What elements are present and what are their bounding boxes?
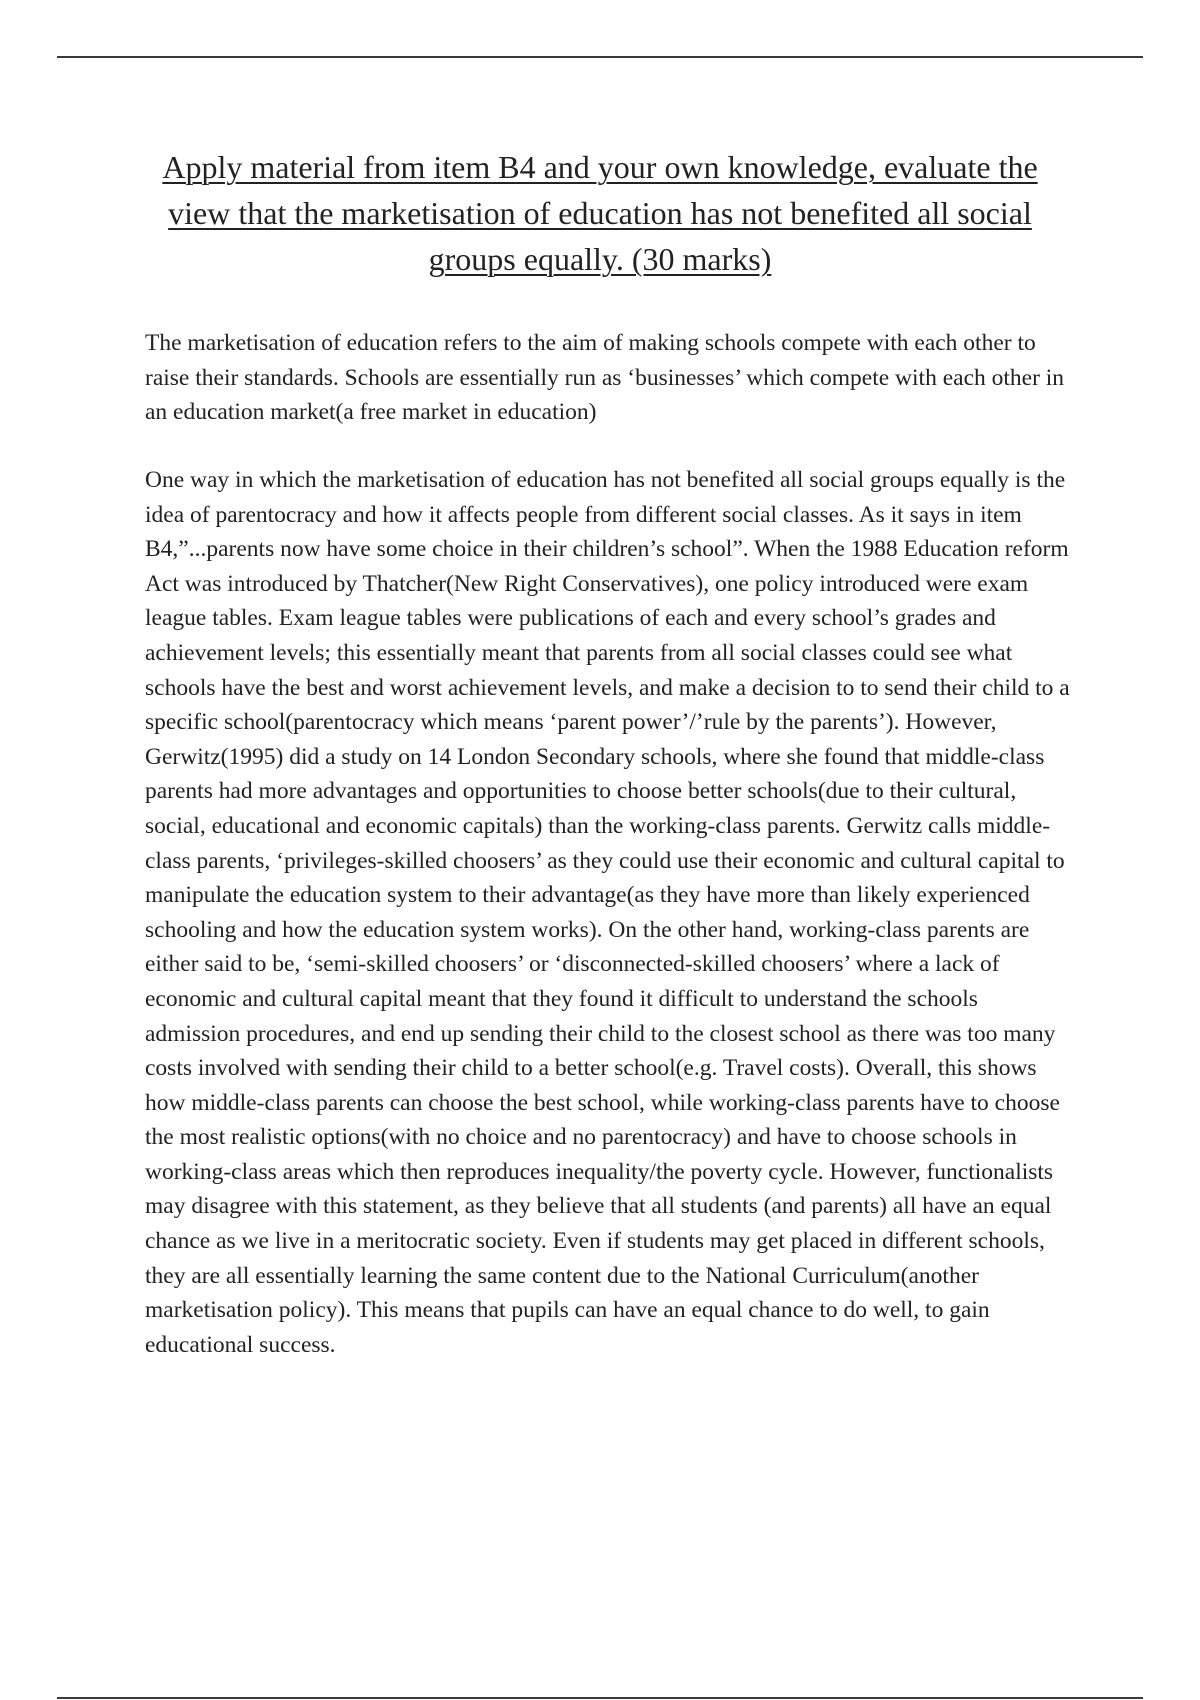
intro-paragraph: The marketisation of education refers to the aim of making schools compete with each other to raise their standards. Schools are essentially run as ‘businesses’ which compete with each other in an education market(a free market in education): [145, 330, 1065, 426]
bottom-divider: [57, 1697, 1143, 1699]
top-divider: [57, 56, 1143, 58]
essay-title: Apply material from item B4 and your own knowledge, evaluate the view that the marketisation of education has not benefited all social groups equally. (30 marks): [162, 149, 1038, 277]
body-paragraph: One way in which the marketisation of education has not benefited all social groups equally is the idea of parentocracy and how it affects people from different social classes. As it says in item B4,”...parents now have some choice in their children’s school”. When the 1988 Education reform Act was introduced by Thatcher(New Right Conservatives), one policy introduced were exam league tables. Exam league tables were publications of each and every school’s grades and achievement levels; this essentially meant that parents from all social classes could see what schools have the best and worst achievement levels, and make a decision to to send their child to a specific school(parentocracy which means ‘parent power’/’rule by the parents’). However, Gerwitz(1995) did a study on 14 London Secondary schools, where she found that middle-class parents had more advantages and opportunities to choose better schools(due to their cultural, social, educational and economic capitals) than the working-class parents. Gerwitz calls middle-class parents, ‘privileges-skilled choosers’ as they could use their economic and cultural capital to manipulate the education system to their advantage(as they have more than likely experienced schooling and how the education system works). On the other hand, working-class parents are either said to be, ‘semi-skilled choosers’ or ‘disconnected-skilled choosers’ where a lack of economic and cultural capital meant that they found it difficult to understand the schools admission procedures, and end up sending their child to the closest school as there was too many costs involved with sending their child to a better school(e.g. Travel costs). Overall, this shows how middle-class parents can choose the best school, while working-class parents have to choose the most realistic options(with no choice and no parentocracy) and have to choose schools in working-class areas which then reproduces inequality/the poverty cycle. However, functionalists may disagree with this statement, as they believe that all students (and parents) all have an equal chance as we live in a meritocratic society. Even if students may get placed in different schools, they are all essentially learning the same content due to the National Curriculum(another marketisation policy). This means that pupils can have an equal chance to do well, to gain educational success.: [145, 467, 1070, 1358]
